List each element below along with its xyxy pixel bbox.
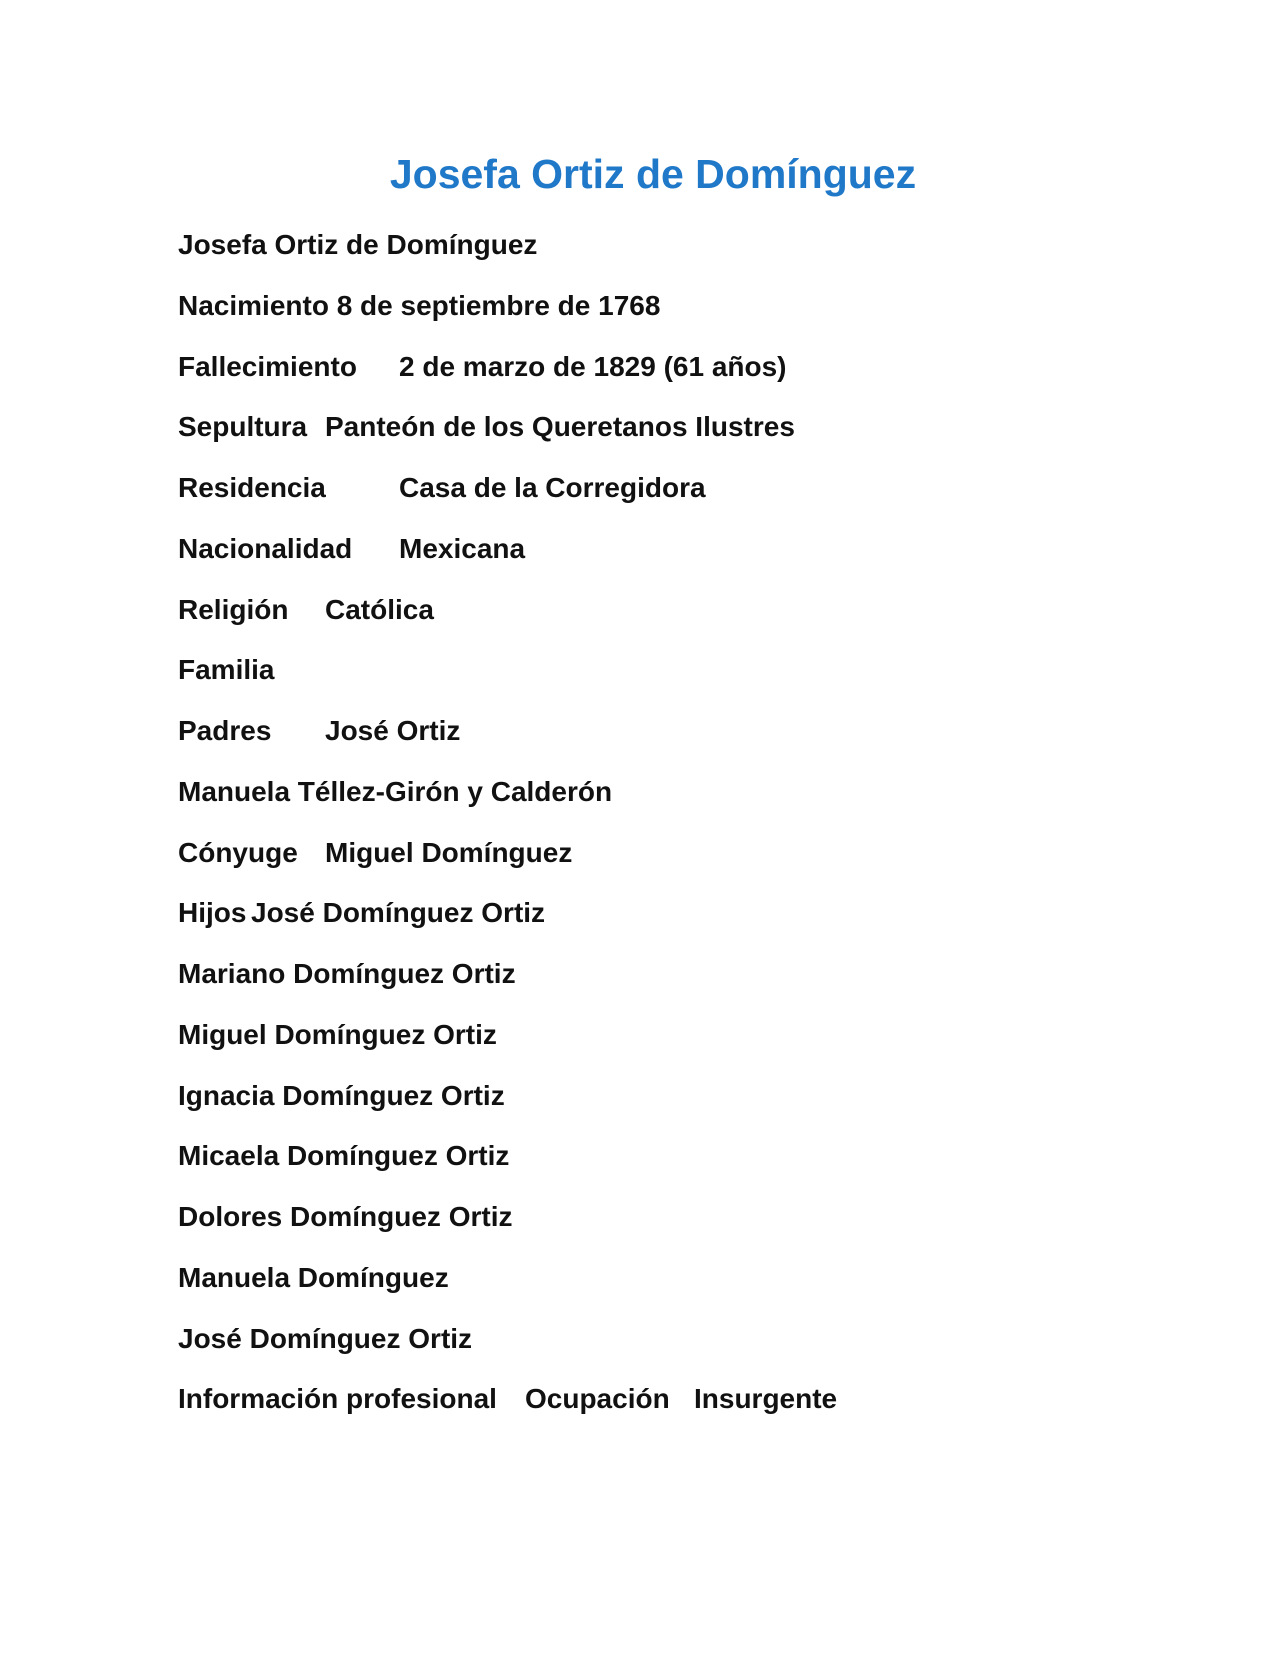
child-line: Micaela Domínguez Ortiz <box>178 1140 510 1171</box>
parents-value: José Ortiz <box>325 715 461 746</box>
religion-label: Religión <box>178 594 289 625</box>
parents-label: Padres <box>178 715 272 746</box>
death-line <box>178 350 787 384</box>
child-line: Mariano Domínguez Ortiz <box>178 958 516 989</box>
spouse-label: Cónyuge <box>178 837 298 868</box>
birth-line: Nacimiento 8 de septiembre de 1768 <box>178 290 661 321</box>
nationality-label: Nacionalidad <box>178 533 353 564</box>
professional-info-label: Información profesional <box>178 1383 497 1414</box>
burial-line <box>178 410 795 444</box>
child-line: Miguel Domínguez Ortiz <box>178 1019 497 1050</box>
child-line: Dolores Domínguez Ortiz <box>178 1201 513 1232</box>
family-heading: Familia <box>178 654 275 685</box>
burial-label: Sepultura <box>178 411 308 442</box>
children-label: Hijos <box>178 897 247 928</box>
children-line <box>178 896 545 930</box>
occupation-value: Insurgente <box>694 1383 838 1414</box>
nationality-line <box>178 532 525 566</box>
nationality-value: Mexicana <box>399 533 526 564</box>
child-line: José Domínguez Ortiz <box>178 1323 473 1354</box>
religion-value: Católica <box>325 594 434 625</box>
residence-value: Casa de la Corregidora <box>399 472 706 503</box>
children-value: José Domínguez Ortiz <box>251 897 546 928</box>
document-title: Josefa Ortiz de Domínguez <box>389 151 917 197</box>
parents-line <box>178 714 460 748</box>
residence-label: Residencia <box>178 472 326 503</box>
religion-line <box>178 593 434 627</box>
name-line: Josefa Ortiz de Domínguez <box>178 229 538 260</box>
death-label: Fallecimiento <box>178 351 357 382</box>
residence-line <box>178 471 706 505</box>
child-line: Ignacia Domínguez Ortiz <box>178 1080 505 1111</box>
spouse-value: Miguel Domínguez <box>325 837 573 868</box>
occupation-label: Ocupación <box>525 1383 670 1414</box>
burial-value: Panteón de los Queretanos Ilustres <box>325 411 795 442</box>
death-value: 2 de marzo de 1829 (61 años) <box>399 351 787 382</box>
child-line: Manuela Domínguez <box>178 1262 449 1293</box>
parent-second-line: Manuela Téllez-Girón y Calderón <box>178 776 613 807</box>
spouse-line <box>178 836 572 870</box>
professional-info-line <box>178 1382 837 1416</box>
